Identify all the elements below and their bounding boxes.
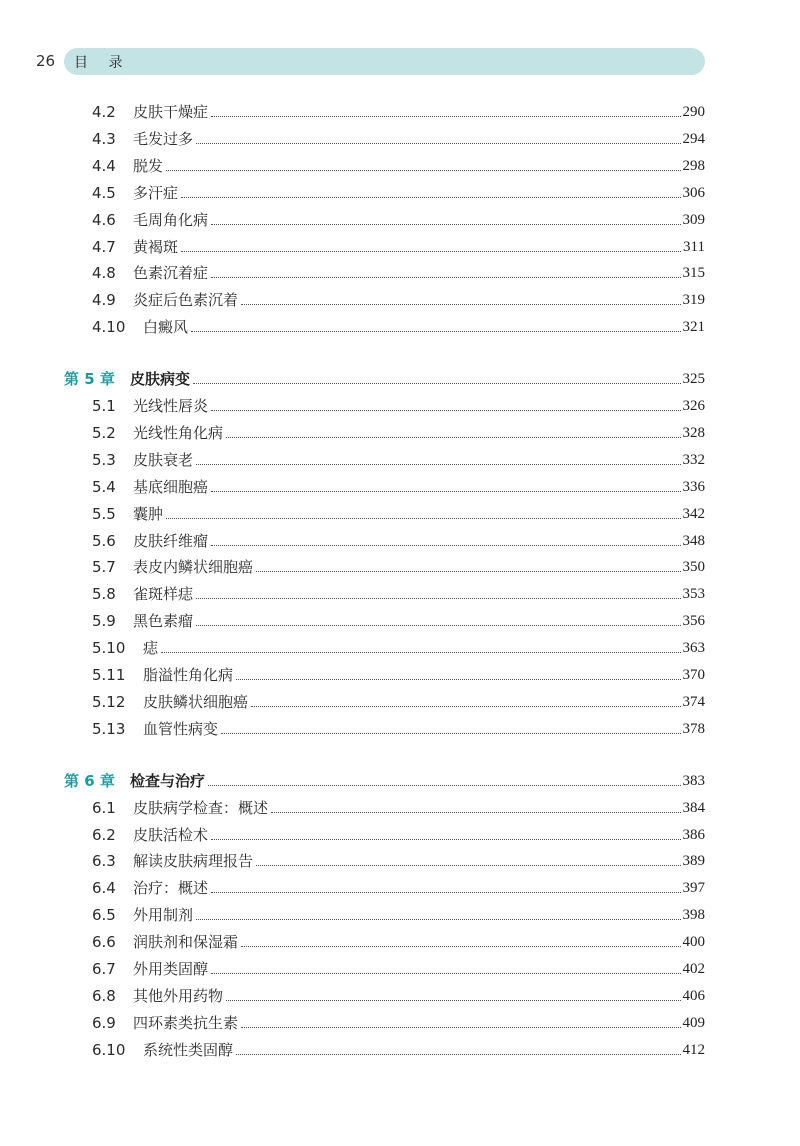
dot-leader — [241, 1026, 680, 1028]
toc-entry-number: 6.2 — [92, 825, 116, 844]
toc-entry[interactable] — [92, 953, 705, 980]
toc-entry-page: 383 — [682, 772, 705, 789]
toc-entry-number: 5.12 — [92, 692, 126, 711]
toc-entry-title: 毛周角化病 — [133, 210, 209, 229]
dot-leader — [181, 250, 681, 252]
toc-entry-title: 外用类固醇 — [133, 960, 209, 978]
toc-entry-number: 5.8 — [92, 585, 116, 604]
dot-leader — [251, 705, 680, 707]
toc-entry-title: 光线性角化病 — [133, 423, 224, 442]
dot-leader — [236, 678, 680, 680]
toc-entry[interactable] — [92, 845, 705, 872]
dot-leader — [196, 142, 680, 144]
toc-entry-page: 332 — [682, 451, 705, 468]
toc-entry-title: 痣 — [143, 639, 159, 658]
dot-leader — [256, 570, 680, 572]
toc-entry-number: 5.11 — [92, 666, 126, 684]
toc-entry-number: 5.5 — [92, 504, 116, 523]
toc-entry-number: 4.3 — [92, 129, 116, 148]
toc-entry-title: 血管性病变 — [143, 719, 219, 738]
dot-leader — [196, 624, 680, 626]
toc-entry-page: 319 — [682, 292, 705, 309]
toc-entry[interactable] — [92, 311, 705, 338]
dot-leader — [196, 597, 680, 599]
toc-entry[interactable] — [92, 713, 705, 740]
toc-entry-number: 5.6 — [92, 531, 116, 550]
toc-entry[interactable] — [92, 792, 705, 819]
toc-entry-title: 黑色素瘤 — [133, 612, 194, 631]
toc-entry-title: 光线性唇炎 — [133, 397, 209, 415]
toc-entry-title: 脱发 — [133, 156, 164, 175]
toc-entry[interactable] — [92, 177, 705, 204]
toc-entry-page: 402 — [682, 961, 705, 977]
toc-entry-number: 5.13 — [92, 719, 126, 738]
toc-entry-title: 检查与治疗 — [130, 771, 206, 790]
toc-entry[interactable] — [92, 204, 705, 231]
toc-entry-page: 311 — [683, 238, 705, 255]
toc-entry[interactable] — [92, 96, 705, 123]
toc-entry-number: 6.4 — [92, 879, 116, 898]
toc-entry-number: 第 5 章 — [64, 370, 115, 389]
toc-entry-page: 309 — [682, 211, 705, 228]
toc-entry[interactable] — [92, 123, 705, 150]
toc-entry[interactable] — [92, 872, 705, 899]
toc-entry[interactable] — [92, 231, 705, 258]
toc-entry[interactable] — [92, 1007, 705, 1034]
toc-entry[interactable] — [92, 390, 705, 417]
toc-entry-number: 6.3 — [92, 852, 116, 871]
toc-entry-number: 6.7 — [92, 960, 116, 978]
dot-leader — [226, 999, 680, 1001]
toc-entry-number: 4.7 — [92, 237, 116, 256]
toc-entry[interactable] — [92, 525, 705, 552]
toc-entry-number: 4.9 — [92, 291, 116, 310]
toc-entry-title: 表皮内鳞状细胞癌 — [133, 558, 254, 577]
toc-entry-page: 306 — [682, 184, 705, 201]
dot-leader — [211, 972, 680, 974]
toc-entry-number: 5.2 — [92, 423, 116, 442]
toc-entry-title: 治疗：概述 — [133, 879, 209, 898]
toc-entry-page: 378 — [682, 720, 705, 737]
toc-entry-title: 毛发过多 — [133, 129, 194, 148]
toc-entry[interactable] — [92, 498, 705, 525]
toc-chapter-entry[interactable] — [64, 765, 705, 792]
toc-entry-page: 384 — [682, 799, 705, 816]
header-band — [64, 48, 705, 75]
toc-entry-page: 321 — [682, 319, 705, 336]
toc-entry-title: 炎症后色素沉着 — [133, 291, 239, 310]
toc-entry-number: 5.3 — [92, 450, 116, 469]
toc-entry-page: 294 — [682, 130, 705, 147]
dot-leader — [166, 517, 680, 519]
dot-leader — [211, 838, 680, 840]
toc-entry[interactable] — [92, 1034, 705, 1061]
toc-entry-page: 348 — [682, 532, 705, 549]
toc-entry-title: 外用制剂 — [133, 906, 194, 925]
toc-entry-number: 6.8 — [92, 986, 116, 1005]
toc-entry[interactable] — [92, 632, 705, 659]
toc-entry-title: 润肤剂和保湿霜 — [133, 933, 239, 952]
toc-entry-title: 雀斑样痣 — [133, 585, 194, 604]
toc-entry-title: 皮肤病学检查：概述 — [133, 798, 269, 817]
toc-entry[interactable] — [92, 578, 705, 605]
toc-entry-page: 406 — [682, 987, 705, 1004]
toc-entry-title: 囊肿 — [133, 504, 164, 523]
toc-entry[interactable] — [92, 444, 705, 471]
toc-entry[interactable] — [92, 551, 705, 578]
toc-entry-title: 基底细胞癌 — [133, 477, 209, 496]
toc-entry[interactable] — [92, 417, 705, 444]
dot-leader — [211, 891, 680, 893]
dot-leader — [221, 732, 680, 734]
toc-entry-page: 370 — [682, 667, 705, 683]
dot-leader — [211, 544, 680, 546]
toc-entry[interactable] — [92, 899, 705, 926]
toc-entry-number: 5.4 — [92, 477, 116, 496]
toc-entry-number: 6.10 — [92, 1040, 126, 1059]
toc-entry-page: 397 — [682, 880, 705, 897]
toc-entry-page: 398 — [682, 907, 705, 924]
toc-entry[interactable] — [92, 686, 705, 713]
toc-entry[interactable] — [92, 659, 705, 686]
toc-entry-number: 4.5 — [92, 183, 116, 202]
toc-entry-page: 342 — [682, 505, 705, 522]
toc-entry-title: 皮肤鳞状细胞癌 — [143, 692, 249, 711]
toc-entry-title: 多汗症 — [133, 183, 179, 202]
section-title: 目 录 — [74, 55, 131, 71]
toc-entry-title: 皮肤纤维瘤 — [133, 531, 209, 550]
toc-entry-page: 336 — [682, 478, 705, 495]
toc-entry-page: 298 — [682, 157, 705, 174]
toc-entry-number: 4.4 — [92, 156, 116, 175]
dot-leader — [226, 436, 680, 438]
toc-entry-number: 第 6 章 — [64, 771, 115, 790]
toc-entry-title: 四环素类抗生素 — [133, 1013, 239, 1032]
toc-entry-title: 系统性类固醇 — [143, 1040, 234, 1059]
toc-entry-title: 皮肤病变 — [130, 370, 191, 389]
toc-entry[interactable] — [92, 605, 705, 632]
toc-entry[interactable] — [92, 257, 705, 284]
dot-leader — [181, 196, 680, 198]
toc-chapter-entry[interactable] — [64, 363, 705, 390]
toc-entry-page: 326 — [682, 398, 705, 414]
toc-entry-page: 363 — [682, 640, 705, 657]
toc-entry-title: 皮肤衰老 — [133, 450, 194, 469]
toc-entry-page: 328 — [682, 424, 705, 441]
dot-leader — [208, 784, 680, 786]
dot-leader — [241, 303, 680, 305]
toc-entry-page: 325 — [682, 371, 705, 388]
toc-entry-number: 6.9 — [92, 1013, 116, 1032]
dot-leader — [211, 490, 680, 492]
toc-entry-page: 290 — [682, 104, 705, 120]
dot-leader — [211, 115, 680, 117]
toc-entry-number: 4.2 — [92, 103, 116, 121]
dot-leader — [211, 276, 680, 278]
toc-entry-page: 350 — [682, 559, 705, 576]
dot-leader — [193, 382, 680, 384]
toc-entry-page: 353 — [682, 586, 705, 603]
toc-entry-page: 374 — [682, 693, 705, 710]
dot-leader — [161, 651, 680, 653]
toc-entry-page: 409 — [682, 1014, 705, 1031]
toc-entry-number: 5.10 — [92, 639, 126, 658]
toc-entry[interactable] — [92, 926, 705, 953]
page-number: 26 — [36, 52, 56, 70]
toc-entry-title: 皮肤活检术 — [133, 825, 209, 844]
dot-leader — [256, 864, 680, 866]
toc-entry-page: 412 — [682, 1041, 705, 1058]
toc-entry-title: 皮肤干燥症 — [133, 103, 209, 121]
toc-entry-number: 5.1 — [92, 397, 116, 415]
dot-leader — [211, 409, 680, 411]
dot-leader — [196, 463, 680, 465]
toc-entry-number: 5.9 — [92, 612, 116, 631]
toc-entry[interactable] — [92, 980, 705, 1007]
dot-leader — [271, 811, 680, 813]
toc-entry-number: 5.7 — [92, 558, 116, 577]
toc-entry-page: 315 — [682, 265, 705, 282]
toc-entry-page: 389 — [682, 853, 705, 870]
toc-entry-title: 黄褐斑 — [133, 237, 179, 256]
dot-leader — [236, 1053, 680, 1055]
toc-entry[interactable] — [92, 471, 705, 498]
toc-entry-number: 6.6 — [92, 933, 116, 952]
toc-entry-number: 4.10 — [92, 318, 126, 337]
toc-entry-title: 解读皮肤病理报告 — [133, 852, 254, 871]
toc-entry-page: 386 — [682, 826, 705, 843]
toc-entry-title: 脂溢性角化病 — [143, 666, 234, 684]
toc-entry[interactable] — [92, 284, 705, 311]
toc-entry-title: 其他外用药物 — [133, 986, 224, 1005]
dot-leader — [241, 945, 680, 947]
toc-entry-number: 6.1 — [92, 798, 116, 817]
toc-entry-title: 色素沉着症 — [133, 264, 209, 283]
dot-leader — [166, 169, 680, 171]
toc-entry-number: 4.6 — [92, 210, 116, 229]
toc-entry-page: 400 — [682, 934, 705, 951]
dot-leader — [196, 918, 680, 920]
toc-entry-page: 356 — [682, 613, 705, 630]
dot-leader — [191, 330, 680, 332]
dot-leader — [211, 223, 680, 225]
toc-entry-number: 6.5 — [92, 906, 116, 925]
toc-entry[interactable] — [92, 819, 705, 846]
toc-entry-title: 白癜风 — [143, 318, 189, 337]
toc-entry[interactable] — [92, 150, 705, 177]
toc-entry-number: 4.8 — [92, 264, 116, 283]
